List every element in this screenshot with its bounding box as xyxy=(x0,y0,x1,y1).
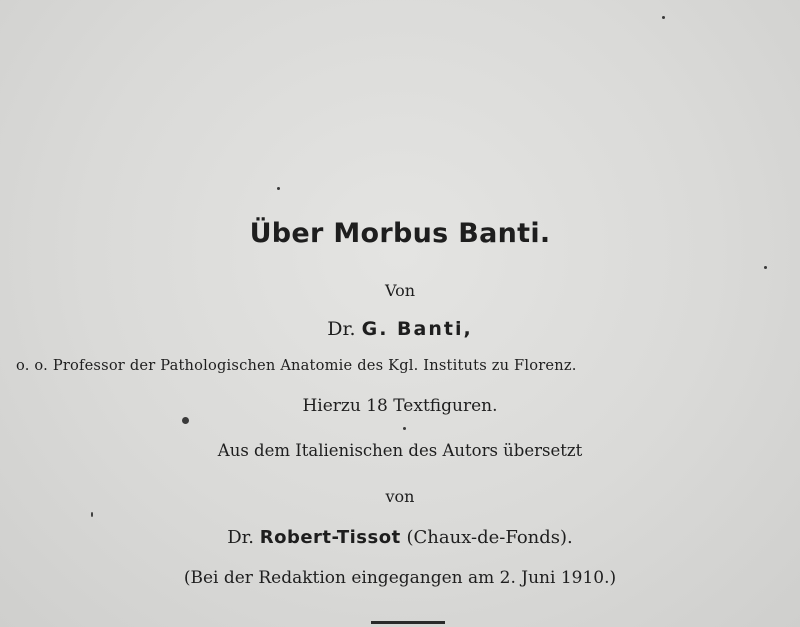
ink-speck xyxy=(662,16,665,19)
by-label-lower: von xyxy=(385,487,415,506)
author-affiliation: o. o. Professor der Pathologischen Anatomie des Kgl. Instituts zu Florenz. xyxy=(16,357,577,374)
translator-prefix: Dr. xyxy=(227,527,254,548)
figures-note: Hierzu 18 Textfiguren. xyxy=(302,396,498,416)
translation-note: Aus dem Italienischen des Autors übersetzt xyxy=(217,441,583,460)
article-title: Über Morbus Banti. xyxy=(249,218,551,249)
translator-line xyxy=(0,527,800,548)
author-line xyxy=(0,318,800,340)
ink-speck xyxy=(277,187,280,190)
translator-name: Robert-Tissot xyxy=(259,527,401,548)
author-name: G. Banti, xyxy=(361,318,473,340)
translator-location: (Chaux-de-Fonds). xyxy=(406,527,573,548)
received-note: (Bei der Redaktion eingegangen am 2. Juni 1910.) xyxy=(183,568,617,588)
ink-speck xyxy=(403,427,406,430)
ink-speck xyxy=(91,512,93,517)
ink-speck xyxy=(764,266,767,269)
ink-speck xyxy=(182,417,189,424)
by-label: Von xyxy=(384,281,416,300)
author-prefix: Dr. xyxy=(327,318,356,340)
separator-rule xyxy=(371,621,445,624)
